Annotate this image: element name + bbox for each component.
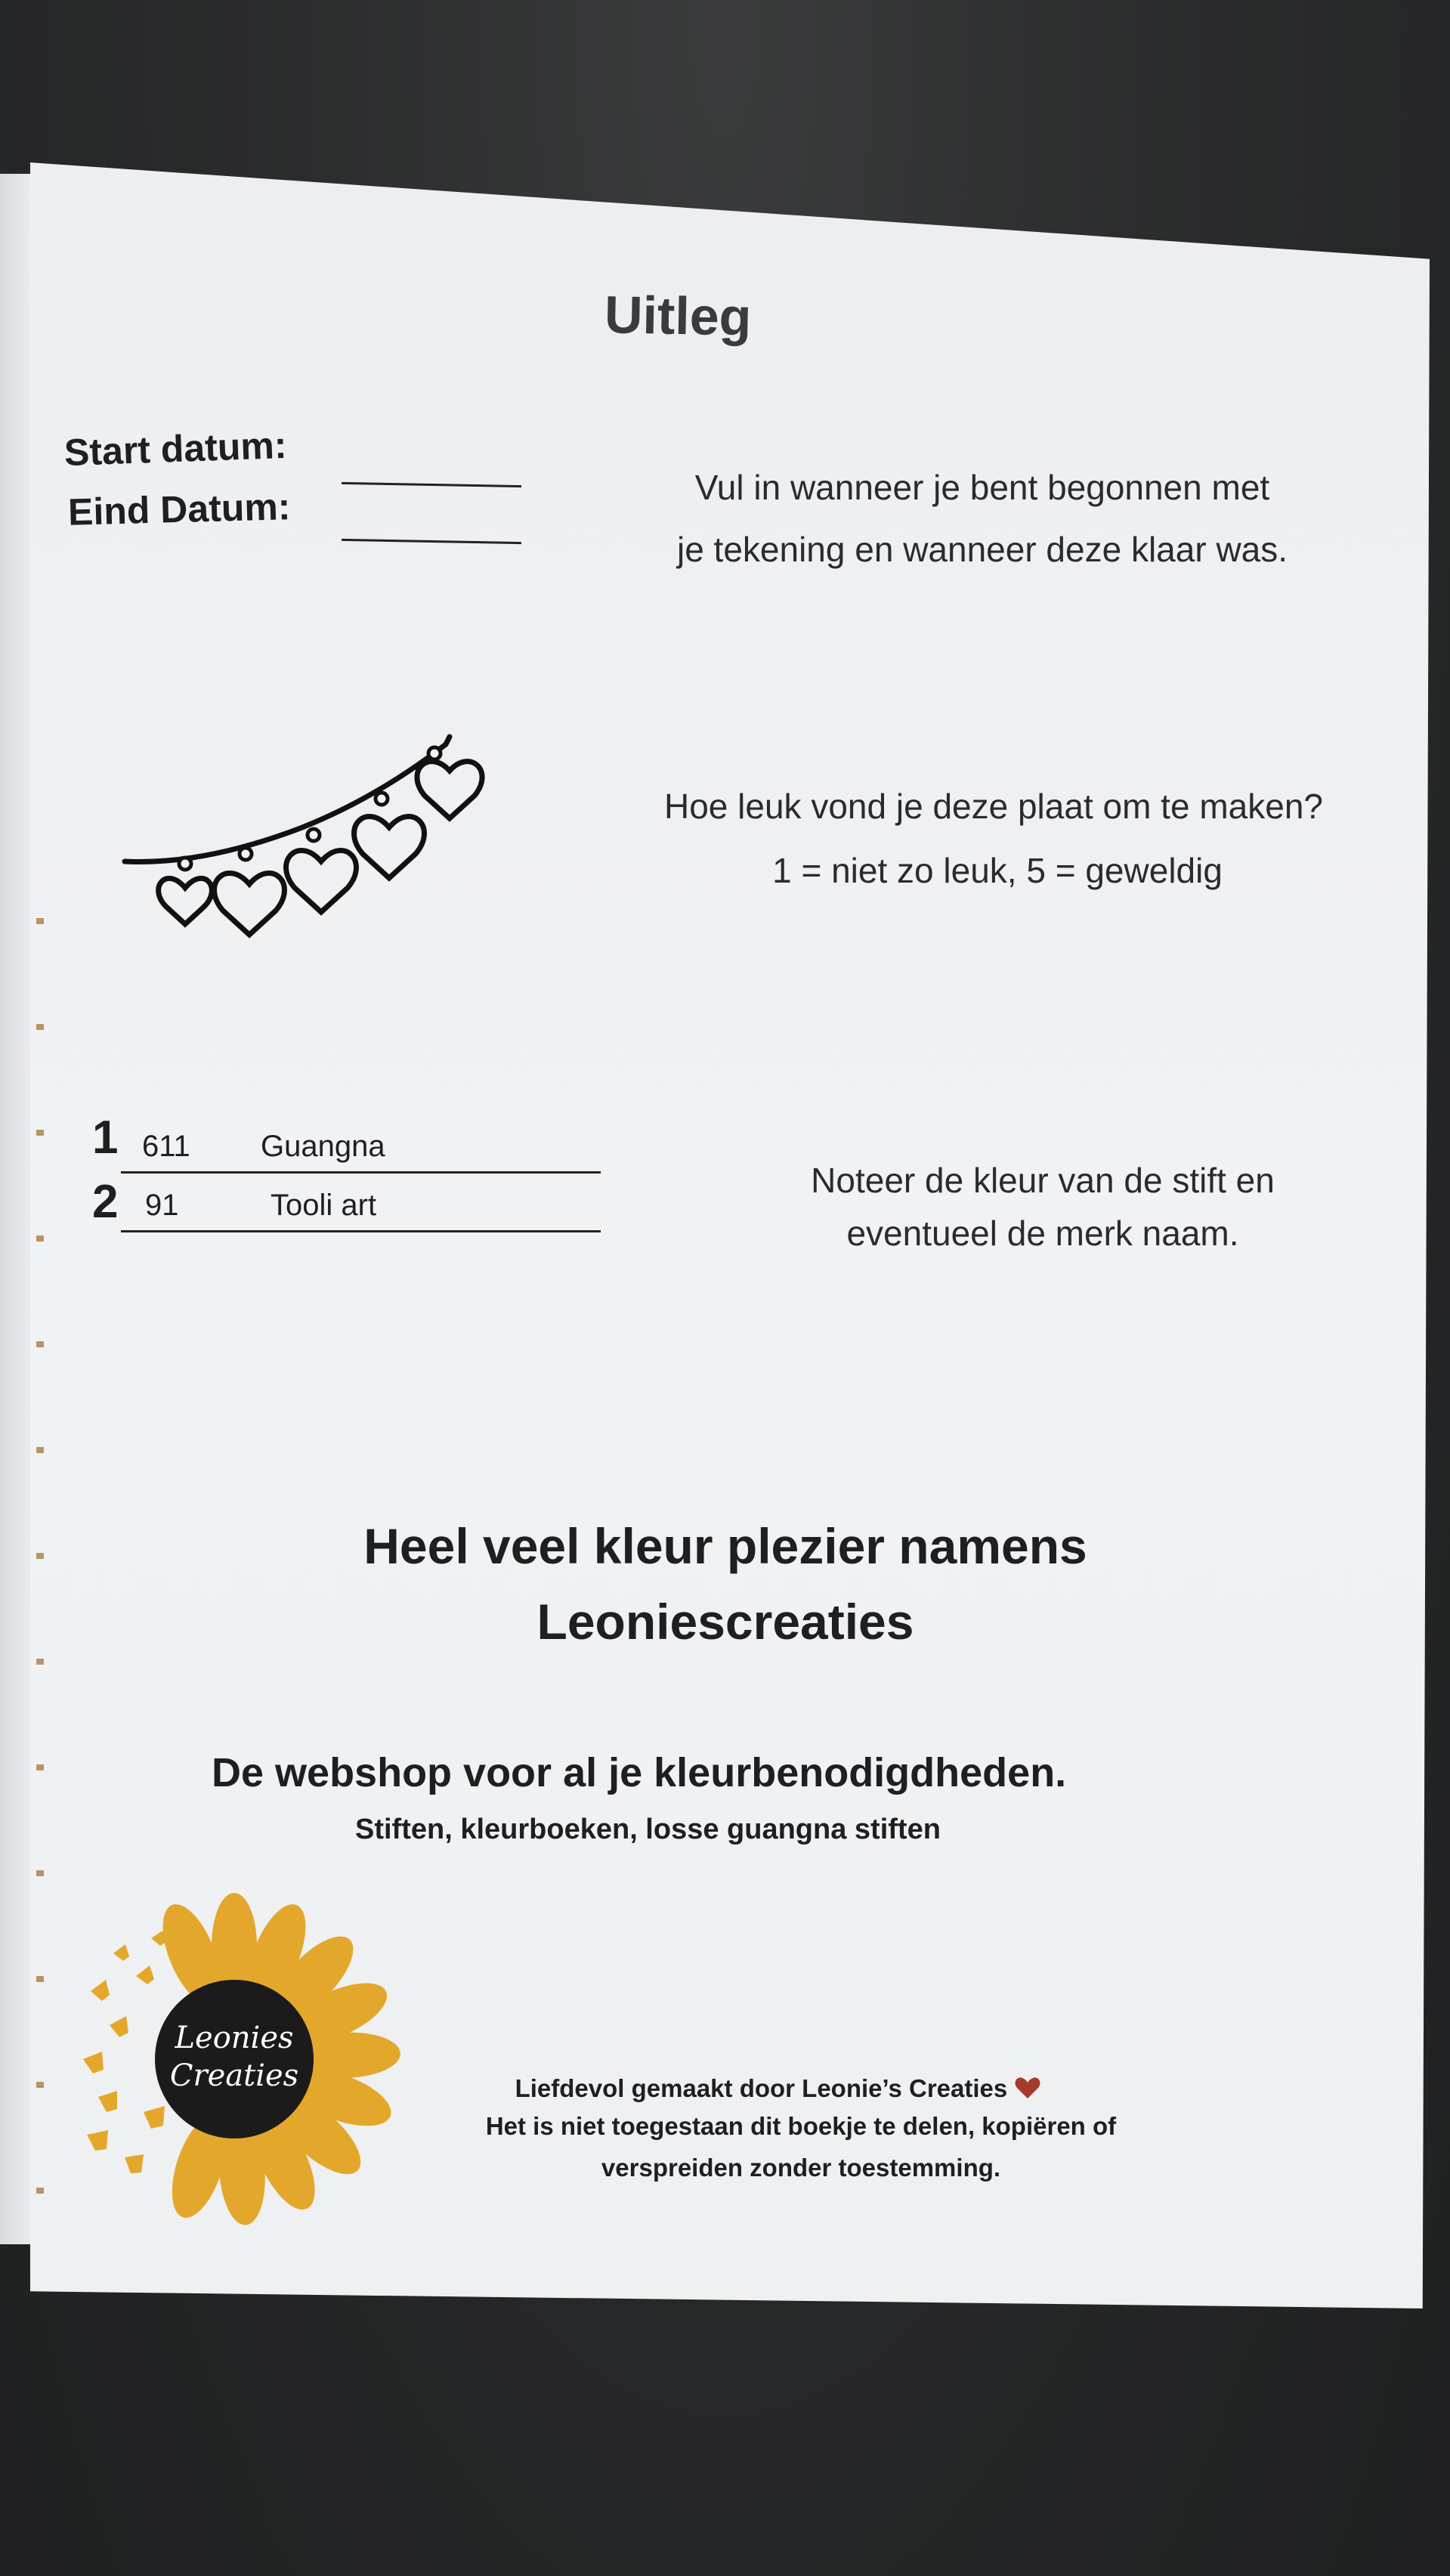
pen-color-code-2: 91 [145,1189,179,1222]
footer-line2: Het is niet toegestaan dit boekje te delen, kopiëren of [485,2112,1117,2140]
pen-field-2[interactable] [121,1230,601,1232]
butterflies-icon [83,1931,166,2173]
heart-1-icon [159,878,212,924]
footer-line3: verspreiden zonder toestemming. [601,2154,1001,2182]
binding-stitch [36,1764,44,1770]
pen-number-2: 2 [92,1176,119,1228]
leonies-creaties-logo [68,1893,400,2225]
heart-3-icon [286,851,357,912]
hearts-garland-icon [113,722,506,948]
heart-4-icon [354,817,425,878]
rating-scale: 1 = niet zo leuk, 5 = geweldig [772,851,1223,890]
pen-color-code-1: 611 [142,1130,190,1163]
pen-brand-1: Guangna [261,1130,385,1163]
promo-heading-line2: Leoniescreaties [536,1594,914,1650]
binding-stitch [36,1235,44,1242]
footer-line1-text: Liefdevol gemaakt door Leonie’s Creaties [515,2074,1008,2102]
binding-stitch [36,2188,44,2194]
sunflower-icon [68,1893,400,2225]
binding-stitch [36,1659,44,1665]
start-date-label: Start datum: [63,423,288,475]
logo-line2: Creaties [169,2058,299,2093]
page-title: Uitleg [604,285,753,347]
binding-stitch [36,1870,44,1876]
heart-icon [1014,2076,1041,2100]
dates-instruction-line2: je tekening en wanneer deze klaar was. [676,530,1288,569]
rating-question: Hoe leuk vond je deze plaat om te maken? [664,787,1323,826]
binding-stitch [36,1341,44,1347]
binding-stitch [36,1130,44,1136]
pen-brand-2: Tooli art [271,1189,377,1222]
dates-instruction-line1: Vul in wanneer je bent begonnen met [694,468,1270,507]
logo-line1: Leonies [175,2021,294,2055]
promo-heading-line1: Heel veel kleur plezier namens [363,1518,1087,1574]
binding-stitch [36,918,44,924]
binding-stitch [36,1976,44,1982]
end-date-label: Eind Datum: [67,485,292,533]
heart-2-icon [215,874,285,935]
webshop-text: De webshop voor al je kleurbenodigdheden. [212,1750,1067,1795]
footer-line1 [400,2070,1156,2107]
binding-stitch [36,1447,44,1453]
pen-field-1[interactable] [121,1171,601,1174]
heart-5-icon [417,762,482,818]
pens-instruction-line1: Noteer de kleur van de stift en [811,1161,1275,1200]
products-text: Stiften, kleurboeken, losse guangna stiften [355,1814,941,1845]
pens-instruction-line2: eventueel de merk naam. [846,1214,1239,1253]
binding-stitch [36,1024,44,1030]
pen-number-1: 1 [92,1112,119,1164]
binding-stitch [36,2082,44,2088]
binding-stitch [36,1553,44,1559]
